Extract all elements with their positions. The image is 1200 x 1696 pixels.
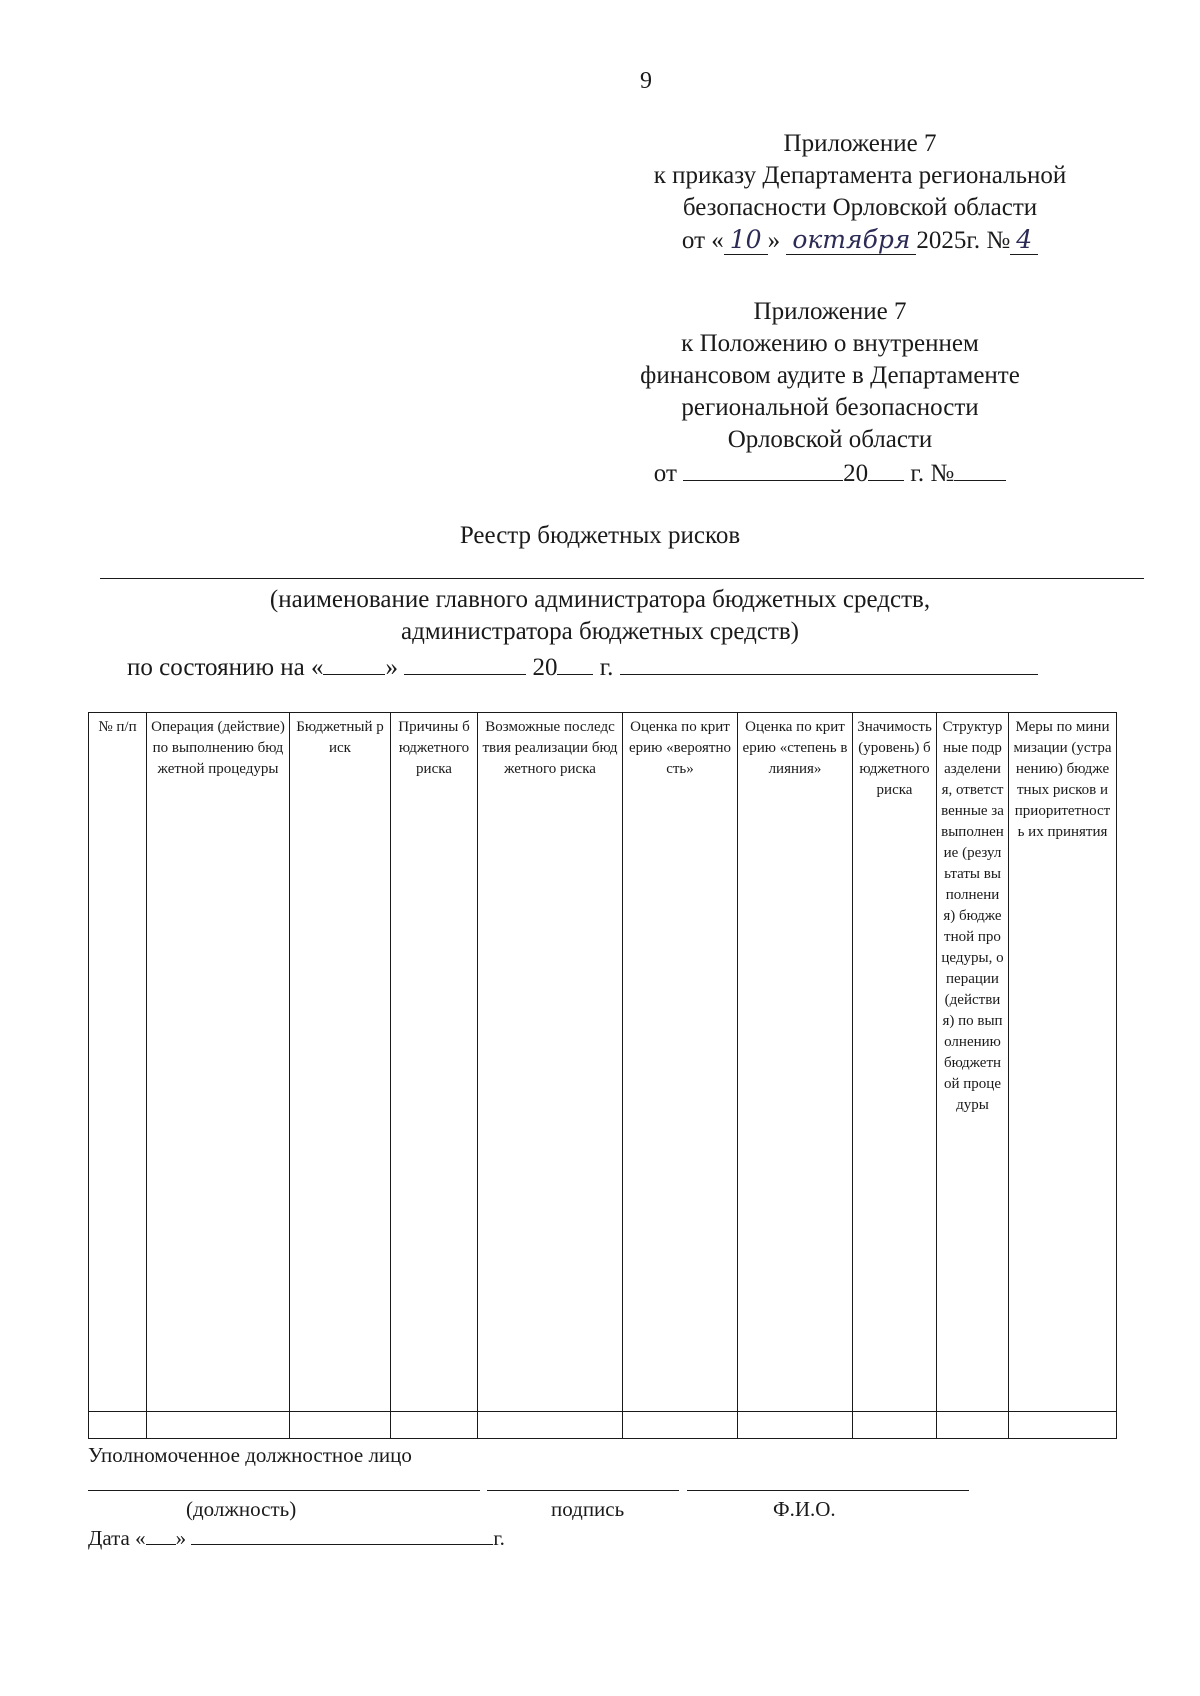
position-caption: (должность) — [186, 1497, 297, 1521]
signature-line — [487, 1490, 679, 1491]
date-prefix: от — [653, 460, 677, 487]
appendix-regulation-date — [600, 456, 1060, 490]
table-cell — [391, 1412, 478, 1439]
year-blank — [868, 456, 904, 481]
header-mitigation: Меры по минимизации (устранению) бюджетных рисков и приоритетность их принятия — [1009, 713, 1117, 1412]
table-cell — [147, 1412, 290, 1439]
table-cell — [738, 1412, 853, 1439]
footer-date-suffix: г. — [493, 1526, 505, 1550]
header-impact: Оценка по критерию «степень влияния» — [738, 713, 853, 1412]
footer-date-quote: » — [175, 1526, 187, 1550]
table-row — [89, 1412, 1117, 1439]
table-cell — [623, 1412, 738, 1439]
administrator-caption — [0, 584, 1200, 648]
as-of-prefix: по состоянию на « — [127, 654, 324, 681]
table-cell — [89, 1412, 147, 1439]
administrator-name-line — [100, 578, 1144, 579]
administrator-caption-line1: (наименование главного администратора бюджетных средств, — [269, 586, 931, 613]
appendix-regulation-line3: финансовом аудите в Департаменте — [640, 362, 1020, 389]
table-cell — [290, 1412, 391, 1439]
position-line — [88, 1490, 480, 1491]
appendix-order-line1: Приложение 7 — [783, 130, 937, 157]
header-significance: Значимость (уровень) бюджетного риска — [853, 713, 937, 1412]
appendix-regulation-line2: к Положению о внутреннем — [681, 330, 979, 357]
header-probability: Оценка по критерию «вероятность» — [623, 713, 738, 1412]
extra-blank — [620, 650, 1038, 675]
number-blank — [954, 456, 1006, 481]
document-title: Реестр бюджетных рисков — [459, 522, 741, 549]
risk-register-table — [88, 712, 1117, 1439]
signature-caption: подпись — [551, 1497, 625, 1521]
day-blank — [323, 650, 385, 675]
date-prefix: от « — [681, 227, 724, 254]
appendix-regulation — [600, 296, 1060, 490]
name-line — [687, 1490, 969, 1491]
table-cell — [853, 1412, 937, 1439]
handwritten-day: 10 — [724, 225, 768, 255]
handwritten-month: октября — [786, 225, 916, 255]
handwritten-number: 4 — [1010, 225, 1038, 255]
table-cell — [937, 1412, 1009, 1439]
date-suffix: г. № — [910, 460, 955, 487]
appendix-regulation-line1: Приложение 7 — [753, 298, 907, 325]
date-quote: » — [767, 227, 781, 254]
appendix-order-date — [600, 224, 1120, 257]
year-blank — [557, 650, 593, 675]
appendix-order-line3: безопасности Орловской области — [682, 194, 1038, 221]
appendix-order — [600, 128, 1120, 257]
month-year-blank — [191, 1524, 493, 1545]
date-mid: 20 — [843, 460, 869, 487]
appendix-order-line2: к приказу Департамента региональной — [653, 162, 1067, 189]
as-of-date — [127, 650, 1038, 682]
page-number: 9 — [640, 68, 652, 94]
authorized-official: Уполномоченное должностное лицо — [88, 1443, 412, 1467]
date-blank — [683, 456, 843, 481]
month-blank — [404, 650, 526, 675]
footer-date — [88, 1524, 505, 1551]
appendix-regulation-line5: Орловской области — [727, 426, 933, 453]
table-header-row — [89, 713, 1117, 1412]
table-cell — [478, 1412, 623, 1439]
name-caption: Ф.И.О. — [773, 1497, 836, 1521]
footer-date-prefix: Дата « — [88, 1526, 146, 1550]
header-budget-risk: Бюджетный риск — [290, 713, 391, 1412]
day-blank — [146, 1524, 176, 1545]
date-year: 2025г. № — [916, 227, 1011, 254]
header-number: № п/п — [89, 713, 147, 1412]
administrator-caption-line2: администратора бюджетных средств) — [401, 618, 799, 645]
table-cell — [1009, 1412, 1117, 1439]
as-of-year-prefix: 20 — [532, 654, 558, 681]
header-responsible-units: Структурные подразделения, ответственные за выполнение (результаты выполнения) бюджетной процедуры, операции (действия) по выполнению бюджетной процедуры — [937, 713, 1009, 1412]
header-consequences: Возможные последствия реализации бюджетного риска — [478, 713, 623, 1412]
as-of-year-suffix: г. — [599, 654, 614, 681]
as-of-quote: » — [385, 654, 398, 681]
appendix-regulation-line4: региональной безопасности — [681, 394, 979, 421]
header-risk-causes: Причины бюджетного риска — [391, 713, 478, 1412]
header-operation: Операция (действие) по выполнению бюджетной процедуры — [147, 713, 290, 1412]
